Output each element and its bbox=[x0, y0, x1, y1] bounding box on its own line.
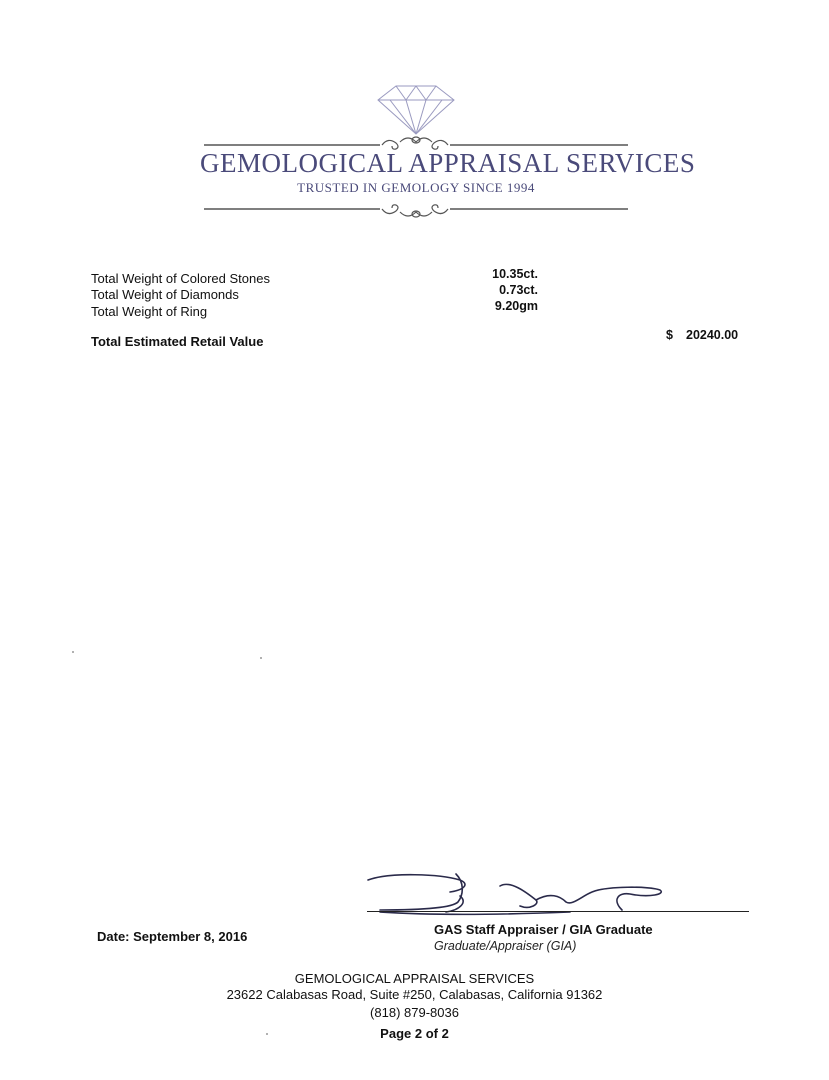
footer-address: 23622 Calabasas Road, Suite #250, Calabasas, California 91362 bbox=[226, 987, 603, 1002]
page-number: Page 2 of 2 bbox=[380, 1026, 449, 1041]
scan-speck bbox=[72, 651, 74, 653]
company-logo bbox=[200, 82, 696, 222]
total-value-label: Total Estimated Retail Value bbox=[91, 334, 264, 349]
total-value-amount: 20240.00 bbox=[686, 328, 739, 342]
weight-label-diamonds: Total Weight of Diamonds bbox=[91, 287, 239, 302]
weight-value-colored-stones: 10.35ct. bbox=[492, 267, 538, 281]
footer-company: GEMOLOGICAL APPRAISAL SERVICES bbox=[294, 971, 535, 986]
weight-value-diamonds: 0.73ct. bbox=[499, 283, 538, 297]
scan-speck bbox=[260, 657, 262, 659]
footer-phone: (818) 879-8036 bbox=[370, 1005, 459, 1020]
weight-label-colored-stones: Total Weight of Colored Stones bbox=[91, 271, 270, 286]
handwritten-signature bbox=[360, 866, 680, 922]
flourish-icon bbox=[382, 205, 448, 217]
weight-value-ring: 9.20gm bbox=[494, 299, 538, 313]
appraiser-title: GAS Staff Appraiser / GIA Graduate bbox=[434, 922, 653, 937]
company-tagline: TRUSTED IN GEMOLOGY SINCE 1994 bbox=[297, 180, 535, 195]
signature-line bbox=[367, 911, 749, 912]
weight-label-ring: Total Weight of Ring bbox=[91, 304, 208, 319]
appraiser-credentials: Graduate/Appraiser (GIA) bbox=[434, 939, 577, 953]
diamond-icon bbox=[378, 86, 454, 134]
total-currency-symbol: $ bbox=[666, 328, 673, 342]
appraisal-date: Date: September 8, 2016 bbox=[97, 929, 248, 944]
company-name: GEMOLOGICAL APPRAISAL SERVICES bbox=[200, 148, 696, 178]
